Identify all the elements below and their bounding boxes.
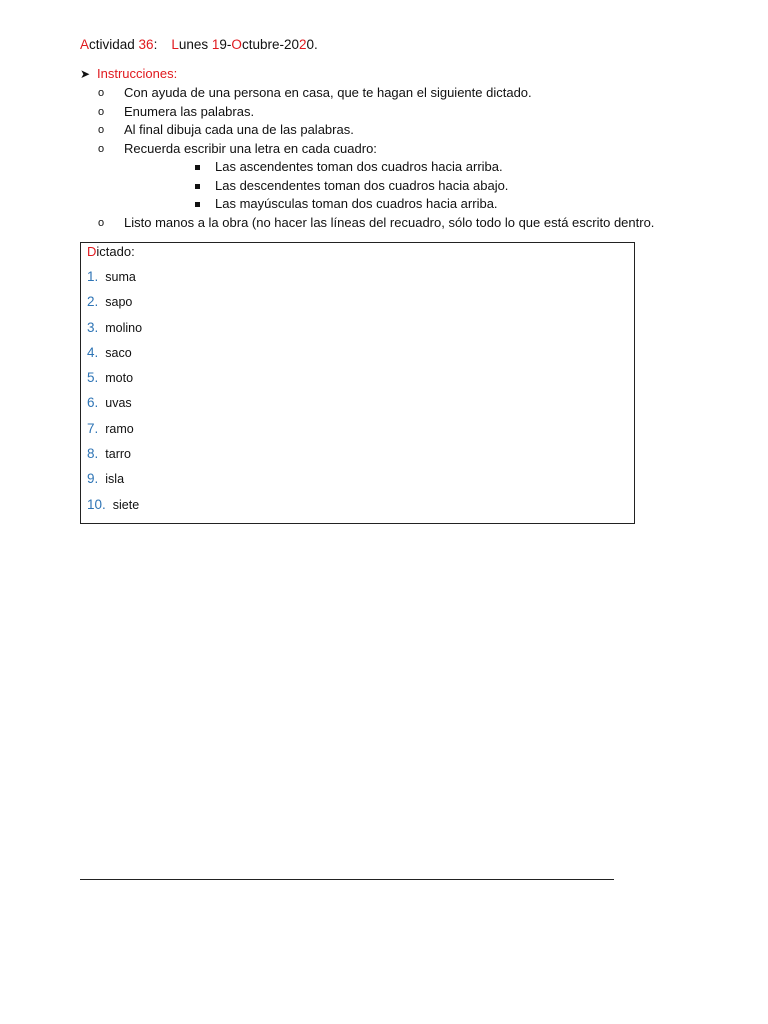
word-text: ramo [105,421,134,436]
word-text: sapo [105,295,133,310]
title-year-part1: 20 [283,37,299,52]
activity-title [80,37,318,52]
circle-bullet-icon: o [98,124,105,136]
square-bullet-icon [195,165,200,170]
title-year-digit-0: 0 [306,37,315,52]
instructions-label: nstrucciones: [100,66,178,81]
word-item [87,495,142,520]
title-day-digit-9: 9 [219,37,227,52]
instruction-item: o Con ayuda de una persona en casa, que te hagan el siguiente dictado. [98,84,654,103]
instructions-list [98,84,654,232]
title-year-digit-2: 2 [299,37,307,52]
title-activity-text: ctividad [89,37,139,52]
sub-instructions-list [98,158,654,214]
title-initial-l: L [171,37,179,52]
title-period: . [314,37,318,52]
title-colon: : [153,37,158,52]
word-text: moto [105,371,134,386]
title-initial-o: O [231,37,242,52]
word-text: uvas [105,396,132,411]
dictado-box [80,242,635,524]
dictado-label: ictado: [96,244,135,259]
word-item [87,267,142,292]
word-number: 9. [87,471,99,487]
square-bullet-icon [195,184,200,189]
instruction-item: o Recuerda escribir una letra en cada cuadro: [98,140,654,159]
bottom-rule-line [80,879,614,880]
word-text: isla [105,472,125,487]
word-number: 1. [87,269,99,284]
instructions-heading [80,66,177,81]
sub-instructions [98,158,654,214]
square-bullet-icon [195,202,200,207]
title-day-text: unes [178,37,212,52]
arrow-bullet-icon: ➤ [80,67,91,81]
word-number: 4. [87,344,99,360]
word-number: 7. [87,420,99,436]
instruction-item: o Listo manos a la obra (no hacer las líneas del recuadro, sólo todo lo que está escrito dentro. [98,214,654,233]
sub-instruction-item: Las mayúsculas toman dos cuadros hacia arriba. [98,195,654,214]
word-number: 6. [87,395,99,411]
instruction-item: o Enumera las palabras. [98,103,654,122]
sub-instruction-item: Las ascendentes toman dos cuadros hacia arriba. [98,158,654,177]
word-item [87,393,142,418]
word-item [87,469,142,494]
dictado-initial: D [87,244,97,259]
word-item [87,444,142,469]
word-number: 2. [87,294,99,310]
circle-bullet-icon: o [98,142,105,155]
title-month-text: ctubre- [241,37,284,52]
word-text: molino [105,320,143,335]
sub-instruction-item: Las descendentes toman dos cuadros hacia abajo. [98,177,654,196]
dictado-title [87,244,135,259]
word-item [87,343,142,368]
word-item [87,318,142,343]
word-text: siete [112,497,140,512]
word-item [87,368,142,393]
circle-bullet-icon: o [98,216,105,229]
word-number: 3. [87,319,99,335]
word-text: suma [105,270,136,284]
word-item [87,419,142,444]
title-activity-number: 36 [138,37,154,52]
word-number: 8. [87,446,99,462]
title-initial-a: A [80,37,90,52]
word-text: tarro [105,447,131,462]
word-item [87,292,142,317]
dictado-word-list [87,267,142,520]
instruction-item: o Al final dibuja cada una de las palabras. [98,121,654,140]
word-number: 5. [87,370,99,386]
title-dash: - [226,37,232,52]
title-day-digit-1: 1 [211,37,220,52]
word-number: 10. [87,496,106,512]
circle-bullet-icon: o [98,105,105,118]
word-text: saco [105,345,132,360]
instructions-initial: I [97,66,101,81]
circle-bullet-icon: o [98,87,105,99]
